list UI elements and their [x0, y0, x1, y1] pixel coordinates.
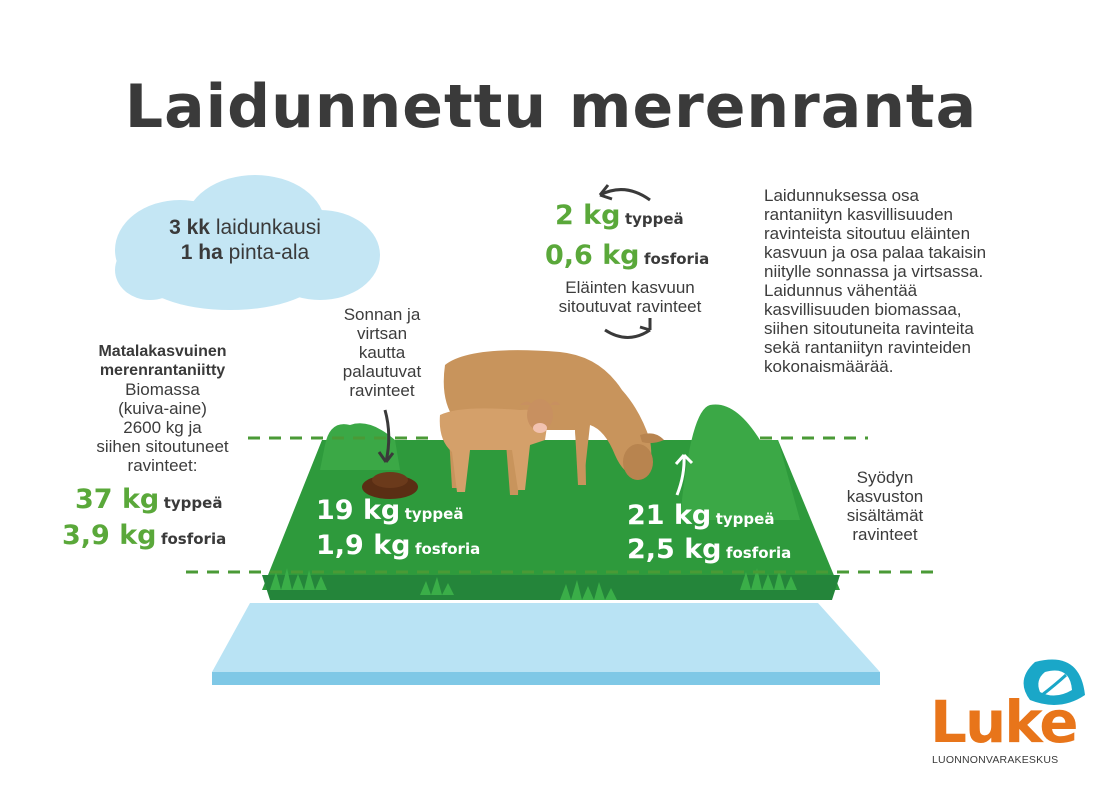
page-title: Laidunnettu merenranta	[124, 72, 978, 142]
growth-nitrogen	[555, 200, 684, 231]
description-line: Laidunnuksessa osa	[764, 186, 920, 205]
water-base	[212, 603, 880, 685]
description-line: ravinteista sitoutuu eläinten	[764, 224, 971, 243]
left-phosphorus	[62, 520, 226, 551]
cloud-area-label: pinta-ala	[228, 241, 310, 264]
eaten-note-line: sisältämät	[846, 506, 924, 525]
logo-wordmark: Luke	[930, 688, 1077, 756]
cloud-info	[140, 215, 350, 265]
cloud-duration-value: 3 kk	[169, 216, 210, 239]
description-line: siihen sitoutuneita ravinteita	[764, 319, 974, 338]
left-line: ravinteet:	[127, 456, 198, 475]
eaten-phosphorus	[627, 534, 791, 565]
returned-phosphorus-value: 1,9 kg	[316, 530, 411, 561]
eaten-nitrogen	[627, 500, 774, 531]
eaten-nitrogen-unit: typpeä	[715, 510, 775, 528]
growth-caption-2: sitoutuvat ravinteet	[558, 297, 702, 316]
growth-caption-1: Eläinten kasvuun	[565, 278, 695, 297]
left-line: Biomassa	[125, 380, 200, 399]
eaten-note-line: kasvuston	[846, 487, 924, 506]
description-line: Laidunnus vähentää	[764, 281, 918, 300]
returned-nitrogen	[316, 495, 463, 526]
manure-note	[322, 305, 442, 400]
eaten-nitrogen-value: 21 kg	[627, 500, 712, 531]
manure-line: palautuvat	[342, 362, 422, 381]
description-line: kasvillisuuden biomassaa,	[764, 300, 962, 319]
eaten-note-line: Syödyn	[856, 468, 914, 487]
growth-phosphorus-unit: fosforia	[643, 250, 710, 268]
returned-phosphorus-unit: fosforia	[414, 540, 481, 558]
logo-subtitle: LUONNONVARAKESKUS	[932, 754, 1059, 766]
description-line: kokonaismäärää.	[764, 357, 894, 376]
manure-line: virtsan	[356, 324, 408, 343]
left-phosphorus-value: 3,9 kg	[62, 520, 157, 551]
description-line: kasvuun ja osa palaa takaisin	[764, 243, 987, 262]
description-line: niitylle sonnassa ja virtsassa.	[764, 262, 984, 281]
description-line: sekä rantaniityn ravinteiden	[764, 338, 971, 357]
eaten-phosphorus-value: 2,5 kg	[627, 534, 722, 565]
returned-phosphorus	[316, 530, 480, 561]
left-line: 2600 kg ja	[123, 418, 202, 437]
left-heading-1: Matalakasvuinen	[98, 343, 227, 360]
eaten-phosphorus-unit: fosforia	[725, 544, 792, 562]
manure-line: Sonnan ja	[343, 305, 421, 324]
left-phosphorus-unit: fosforia	[160, 530, 227, 548]
manure-line: kautta	[358, 343, 406, 362]
returned-nitrogen-unit: typpeä	[404, 505, 464, 523]
left-nitrogen	[75, 484, 222, 515]
left-line: siihen sitoutuneet	[96, 437, 229, 456]
growth-caption	[525, 278, 735, 316]
growth-phosphorus-value: 0,6 kg	[545, 240, 640, 271]
growth-nitrogen-value: 2 kg	[555, 200, 621, 231]
growth-nitrogen-unit: typpeä	[624, 210, 684, 228]
left-heading-2: merenrantaniitty	[99, 362, 226, 379]
left-line: (kuiva-aine)	[118, 399, 207, 418]
eaten-note	[825, 468, 945, 544]
left-nitrogen-unit: typpeä	[163, 494, 223, 512]
description-line: rantaniityn kasvillisuuden	[764, 205, 953, 224]
manure-line: ravinteet	[349, 381, 415, 400]
description-text	[764, 186, 1094, 376]
left-panel	[55, 342, 270, 475]
eaten-note-line: ravinteet	[852, 525, 918, 544]
growth-phosphorus	[545, 240, 709, 271]
left-nitrogen-value: 37 kg	[75, 484, 160, 515]
returned-nitrogen-value: 19 kg	[316, 495, 401, 526]
cloud-area-value: 1 ha	[180, 241, 223, 264]
cloud-duration-label: laidunkausi	[215, 216, 321, 239]
